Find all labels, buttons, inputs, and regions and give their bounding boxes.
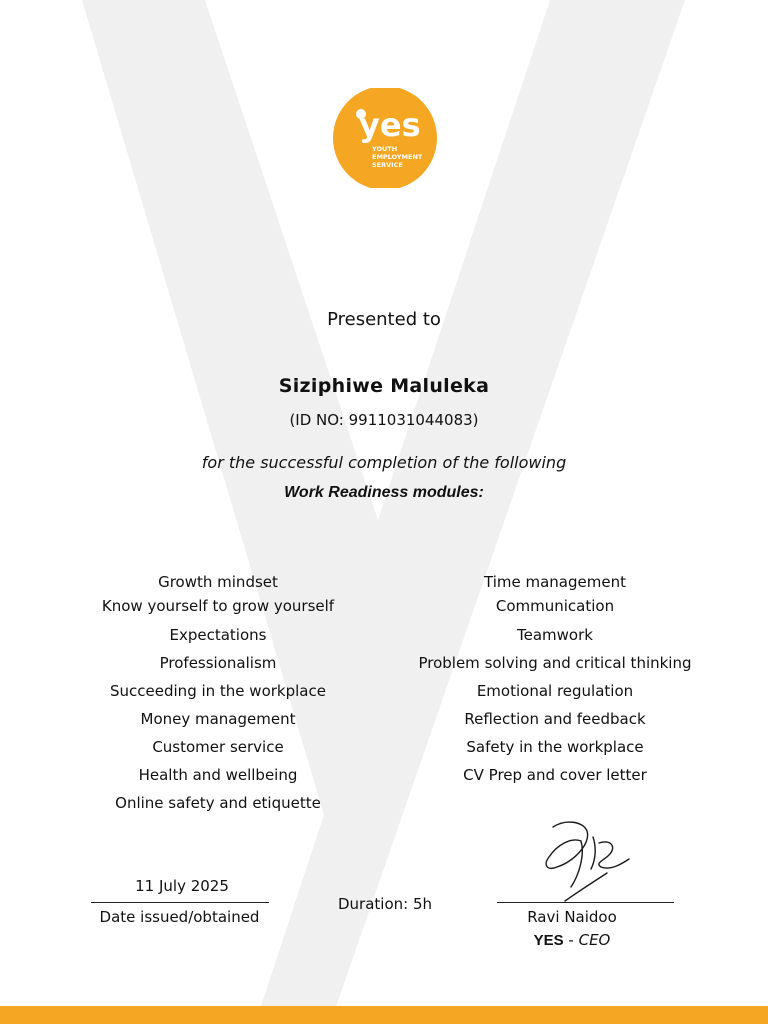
module-item: Money management (140, 710, 296, 728)
signer-role: CEO (578, 931, 611, 949)
module-item: Know yourself to grow yourself (101, 597, 335, 615)
module-item: Expectations (169, 626, 267, 644)
module-item: Growth mindset (158, 573, 278, 591)
module-item: Online safety and etiquette (115, 794, 321, 812)
module-item: Time management (484, 573, 626, 591)
completion-text: for the successful completion of the following (201, 453, 567, 472)
logo-tagline-2: EMPLOYMENT (372, 153, 423, 161)
signature-divider (497, 902, 674, 903)
signer-name: Ravi Naidoo (527, 908, 617, 926)
module-item: Teamwork (517, 626, 593, 644)
logo-tagline-3: SERVICE (372, 161, 403, 169)
date-label: Date issued/obtained (99, 908, 260, 926)
modules-heading: Work Readiness modules: (284, 484, 484, 501)
recipient-id: (ID NO: 9911031044083) (289, 411, 479, 429)
module-item: Safety in the workplace (466, 738, 644, 756)
ceo-signature (535, 815, 640, 905)
date-issued: 11 July 2025 (135, 877, 229, 895)
signer-title (487, 931, 657, 949)
signer-org: YES (533, 932, 564, 949)
yes-logo (332, 88, 438, 188)
module-item: Reflection and feedback (464, 710, 646, 728)
logo-tagline-1: YOUTH (372, 145, 398, 153)
duration: Duration: 5h (337, 895, 433, 913)
date-divider (91, 902, 269, 903)
module-item: Problem solving and critical thinking (418, 654, 692, 672)
module-item: CV Prep and cover letter (463, 766, 647, 784)
module-item: Customer service (152, 738, 284, 756)
module-item: Emotional regulation (476, 682, 634, 700)
module-item: Professionalism (159, 654, 277, 672)
signer-separator: - (563, 931, 579, 949)
presented-to: Presented to (327, 309, 441, 330)
recipient-name: Siziphiwe Maluleka (278, 375, 490, 397)
module-item: Health and wellbeing (138, 766, 298, 784)
module-item: Communication (495, 597, 615, 615)
logo-wordmark: yes (359, 106, 421, 144)
footer-accent-bar (0, 1006, 768, 1024)
module-item: Succeeding in the workplace (110, 682, 326, 700)
